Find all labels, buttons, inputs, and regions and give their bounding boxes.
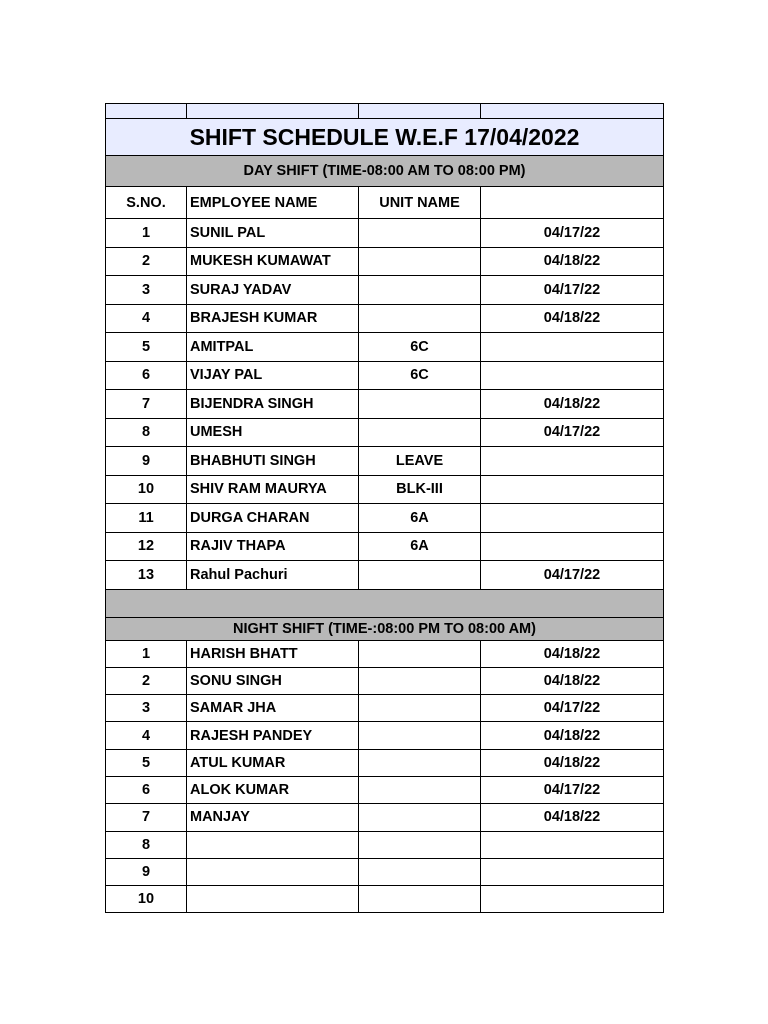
cell[interactable] xyxy=(106,104,187,119)
employee-name-cell[interactable]: ATUL KUMAR xyxy=(187,749,359,776)
unit-name-cell[interactable] xyxy=(359,886,481,913)
table-row xyxy=(106,304,664,333)
sno-cell[interactable]: 13 xyxy=(106,561,187,590)
employee-name-cell[interactable]: UMESH xyxy=(187,418,359,447)
sno-cell[interactable]: 1 xyxy=(106,219,187,248)
date-cell[interactable]: 04/18/22 xyxy=(481,722,664,749)
sno-cell[interactable]: 10 xyxy=(106,475,187,504)
table-row xyxy=(106,276,664,305)
sno-cell[interactable]: 3 xyxy=(106,276,187,305)
date-cell[interactable] xyxy=(481,504,664,533)
date-cell[interactable] xyxy=(481,831,664,858)
sno-cell[interactable]: 4 xyxy=(106,304,187,333)
schedule-title[interactable]: SHIFT SCHEDULE W.E.F 17/04/2022 xyxy=(106,119,664,156)
employee-name-cell[interactable] xyxy=(187,831,359,858)
sno-cell[interactable]: 3 xyxy=(106,695,187,722)
table-row xyxy=(106,561,664,590)
unit-name-cell[interactable]: 6C xyxy=(359,361,481,390)
sno-cell[interactable]: 4 xyxy=(106,722,187,749)
table-row xyxy=(106,831,664,858)
table-row xyxy=(106,776,664,803)
employee-name-cell[interactable]: HARISH BHATT xyxy=(187,640,359,667)
employee-name-cell[interactable]: AMITPAL xyxy=(187,333,359,362)
employee-name-cell[interactable]: RAJIV THAPA xyxy=(187,532,359,561)
table-row xyxy=(106,722,664,749)
unit-name-cell[interactable] xyxy=(359,418,481,447)
date-cell[interactable]: 04/18/22 xyxy=(481,390,664,419)
employee-name-cell[interactable]: SHIV RAM MAURYA xyxy=(187,475,359,504)
unit-name-cell[interactable] xyxy=(359,219,481,248)
unit-name-cell[interactable] xyxy=(359,667,481,694)
col-header-employee-name[interactable]: EMPLOYEE NAME xyxy=(187,187,359,219)
table-row xyxy=(106,333,664,362)
employee-name-cell[interactable]: ALOK KUMAR xyxy=(187,776,359,803)
date-cell[interactable] xyxy=(481,886,664,913)
sno-cell[interactable]: 9 xyxy=(106,858,187,885)
col-header-unit-name[interactable]: UNIT NAME xyxy=(359,187,481,219)
unit-name-cell[interactable]: 6C xyxy=(359,333,481,362)
table-row xyxy=(106,858,664,885)
table-row xyxy=(106,504,664,533)
title-row xyxy=(106,119,664,156)
date-cell[interactable]: 04/17/22 xyxy=(481,418,664,447)
table-row xyxy=(106,886,664,913)
sno-cell[interactable]: 6 xyxy=(106,776,187,803)
unit-name-cell[interactable]: BLK-III xyxy=(359,475,481,504)
table-row xyxy=(106,804,664,831)
employee-name-cell[interactable]: VIJAY PAL xyxy=(187,361,359,390)
employee-name-cell[interactable]: Rahul Pachuri xyxy=(187,561,359,590)
employee-name-cell[interactable]: SAMAR JHA xyxy=(187,695,359,722)
employee-name-cell[interactable]: MUKESH KUMAWAT xyxy=(187,247,359,276)
date-cell[interactable]: 04/18/22 xyxy=(481,667,664,694)
unit-name-cell[interactable] xyxy=(359,304,481,333)
table-row xyxy=(106,640,664,667)
employee-name-cell[interactable]: SUNIL PAL xyxy=(187,219,359,248)
table-row xyxy=(106,475,664,504)
date-cell[interactable]: 04/17/22 xyxy=(481,561,664,590)
col-header-date[interactable] xyxy=(481,187,664,219)
sno-cell[interactable]: 11 xyxy=(106,504,187,533)
table-row xyxy=(106,667,664,694)
table-row xyxy=(106,219,664,248)
date-cell[interactable] xyxy=(481,475,664,504)
date-cell[interactable] xyxy=(481,333,664,362)
employee-name-cell[interactable]: SONU SINGH xyxy=(187,667,359,694)
table-row xyxy=(106,749,664,776)
employee-name-cell[interactable]: BRAJESH KUMAR xyxy=(187,304,359,333)
date-cell[interactable]: 04/17/22 xyxy=(481,219,664,248)
date-cell[interactable] xyxy=(481,447,664,476)
table-row xyxy=(106,390,664,419)
table-row xyxy=(106,361,664,390)
date-cell[interactable] xyxy=(481,858,664,885)
date-cell[interactable]: 04/17/22 xyxy=(481,276,664,305)
unit-name-cell[interactable] xyxy=(359,776,481,803)
table-row xyxy=(106,418,664,447)
unit-name-cell[interactable] xyxy=(359,276,481,305)
date-cell[interactable] xyxy=(481,361,664,390)
cell[interactable] xyxy=(359,104,481,119)
sno-cell[interactable]: 1 xyxy=(106,640,187,667)
employee-name-cell[interactable]: MANJAY xyxy=(187,804,359,831)
col-header-sno[interactable]: S.NO. xyxy=(106,187,187,219)
sno-cell[interactable]: 8 xyxy=(106,831,187,858)
day-shift-heading-row xyxy=(106,156,664,187)
unit-name-cell[interactable]: 6A xyxy=(359,532,481,561)
employee-name-cell[interactable]: RAJESH PANDEY xyxy=(187,722,359,749)
sno-cell[interactable]: 9 xyxy=(106,447,187,476)
sno-cell[interactable]: 8 xyxy=(106,418,187,447)
unit-name-cell[interactable] xyxy=(359,247,481,276)
table-row xyxy=(106,447,664,476)
date-cell[interactable]: 04/17/22 xyxy=(481,695,664,722)
sno-cell[interactable]: 5 xyxy=(106,333,187,362)
night-shift-heading-row xyxy=(106,617,664,640)
cell[interactable] xyxy=(481,104,664,119)
unit-name-cell[interactable] xyxy=(359,804,481,831)
shift-schedule-table xyxy=(105,103,664,913)
table-row xyxy=(106,247,664,276)
sno-cell[interactable]: 10 xyxy=(106,886,187,913)
unit-name-cell[interactable]: 6A xyxy=(359,504,481,533)
day-shift-heading[interactable]: DAY SHIFT (TIME-08:00 AM TO 08:00 PM) xyxy=(106,156,664,187)
separator-cell[interactable] xyxy=(106,589,664,617)
unit-name-cell[interactable] xyxy=(359,695,481,722)
unit-name-cell[interactable] xyxy=(359,722,481,749)
date-cell[interactable]: 04/18/22 xyxy=(481,749,664,776)
employee-name-cell[interactable]: DURGA CHARAN xyxy=(187,504,359,533)
sno-cell[interactable]: 7 xyxy=(106,390,187,419)
date-cell[interactable]: 04/18/22 xyxy=(481,247,664,276)
cell[interactable] xyxy=(187,104,359,119)
unit-name-cell[interactable] xyxy=(359,858,481,885)
unit-name-cell[interactable] xyxy=(359,640,481,667)
unit-name-cell[interactable] xyxy=(359,561,481,590)
date-cell[interactable]: 04/18/22 xyxy=(481,640,664,667)
separator-row xyxy=(106,589,664,617)
table-row xyxy=(106,532,664,561)
night-shift-heading[interactable]: NIGHT SHIFT (TIME-:08:00 PM TO 08:00 AM) xyxy=(106,617,664,640)
sno-cell[interactable]: 2 xyxy=(106,667,187,694)
employee-name-cell[interactable]: BIJENDRA SINGH xyxy=(187,390,359,419)
unit-name-cell[interactable] xyxy=(359,831,481,858)
column-header-row xyxy=(106,187,664,219)
date-cell[interactable] xyxy=(481,532,664,561)
date-cell[interactable]: 04/18/22 xyxy=(481,804,664,831)
sno-cell[interactable]: 5 xyxy=(106,749,187,776)
unit-name-cell[interactable]: LEAVE xyxy=(359,447,481,476)
unit-name-cell[interactable] xyxy=(359,390,481,419)
date-cell[interactable]: 04/18/22 xyxy=(481,304,664,333)
sno-cell[interactable]: 2 xyxy=(106,247,187,276)
date-cell[interactable]: 04/17/22 xyxy=(481,776,664,803)
employee-name-cell[interactable]: BHABHUTI SINGH xyxy=(187,447,359,476)
employee-name-cell[interactable] xyxy=(187,858,359,885)
table-row xyxy=(106,695,664,722)
top-spacer-row xyxy=(106,104,664,119)
unit-name-cell[interactable] xyxy=(359,749,481,776)
employee-name-cell[interactable]: SURAJ YADAV xyxy=(187,276,359,305)
sno-cell[interactable]: 7 xyxy=(106,804,187,831)
employee-name-cell[interactable] xyxy=(187,886,359,913)
sno-cell[interactable]: 6 xyxy=(106,361,187,390)
sno-cell[interactable]: 12 xyxy=(106,532,187,561)
